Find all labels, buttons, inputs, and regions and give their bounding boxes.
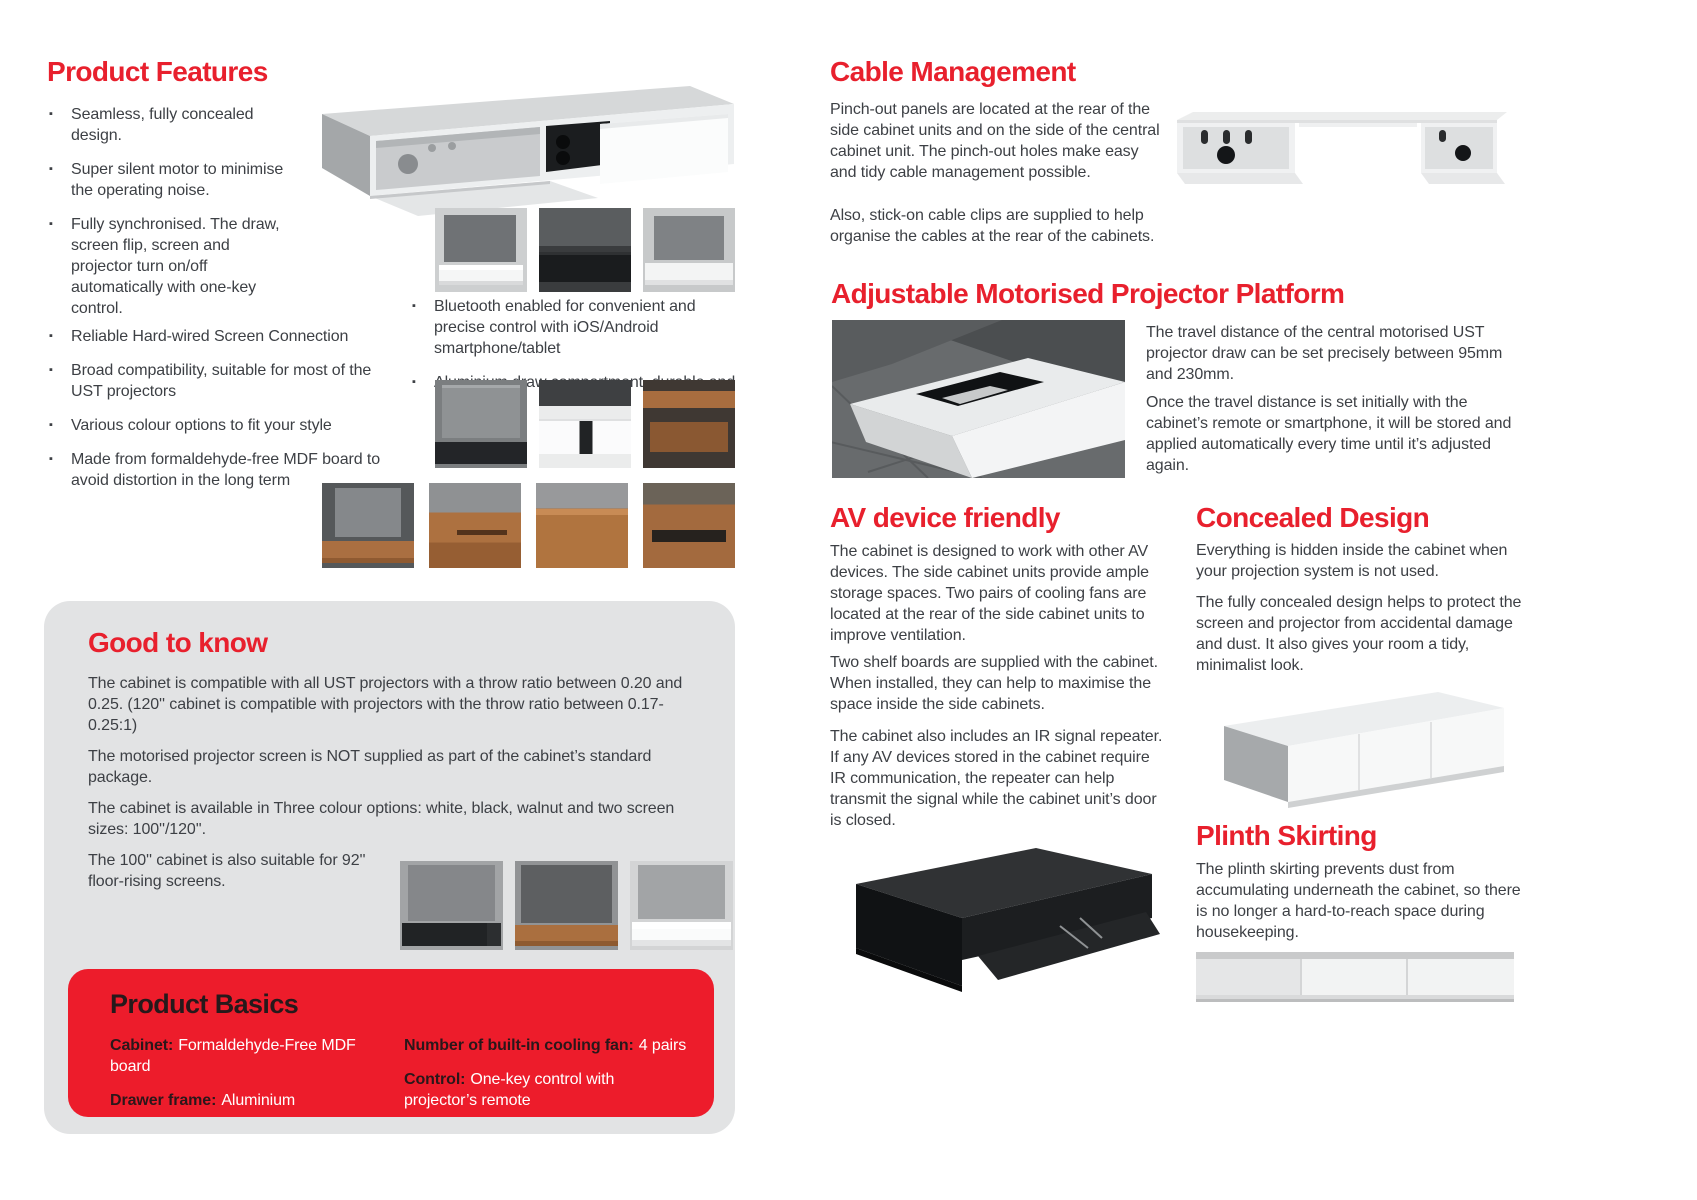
concealed-cabinet-image [1200,684,1515,809]
good-to-know-paragraph: The cabinet is available in Three colour options: white, black, walnut and two screen sizes: 100''/120''. [88,800,675,838]
plinth-skirting-title: Plinth Skirting [1196,820,1377,851]
spec-row: Control: One-key control with projector’s remote [404,1071,615,1109]
feature-bullet: ▪ Fully synchronised. The draw, screen flip, screen and projector turn on/off automatically with one-key control. [47,214,287,319]
thumbnail-image [322,483,414,568]
feature-bullet: ▪ draw [410,372,750,414]
thumbnail-image [400,861,503,950]
feature-bullet: ▪ Various colour options to fit your style [47,415,399,436]
thumbnail-image [435,380,527,468]
feature-bullet: ▪ Super silent motor to minimise the operating noise. [47,159,287,201]
thumbnail-image [515,861,618,950]
cable-management-paragraph-2: Also, stick-on cable clips are supplied to help organise the cables at the rear of the cabinets. [830,207,1155,245]
projector-platform-image [832,320,1125,478]
projector-platform-title: Adjustable Motorised Projector Platform [831,278,1345,309]
main-product-image [300,84,735,224]
product-basics-panel [68,969,714,1117]
spec-row: Drawer frame: Aluminium [110,1092,296,1109]
good-to-know-paragraphs [88,673,703,840]
spec-row: Number of built-in cooling fan: 4 pairs [404,1037,687,1054]
thumbnail-image [435,208,527,292]
feature-bullet: ▪ Made from formaldehyde-free MDF board to avoid distortion in the long term [47,449,399,491]
thumbnail-image [643,483,735,568]
av-device-friendly-title: AV device friendly [830,502,1060,533]
thumbnail-image [536,483,628,568]
thumbnail-image [630,861,733,950]
feature-bullet: ▪ Seamless, fully concealed design. [47,104,287,146]
black-cabinet-image [830,838,1160,998]
good-to-know-paragraph: The motorised projector screen is NOT supplied as part of the cabinet’s standard package. [88,748,652,786]
product-basics-specs-right [404,1035,689,1124]
product-features-list-secondary [47,326,399,504]
plinth-skirting-paragraph: The plinth skirting prevents dust from accumulating underneath the cabinet, so there is no longer a hard-to-reach space during housekeeping. [1196,861,1521,941]
projector-platform-paragraph-2: Once the travel distance is set initially with the cabinet’s remote or smartphone, it will be stored and applied automatically every time until it’s adjusted again. [1146,394,1512,474]
feature-bullet: ▪ Broad compatibility, suitable for most of the UST projectors [47,360,399,402]
good-to-know-title: Good to know [88,627,268,658]
spec-row: Cabinet: Formaldehyde-Free MDF board [110,1037,356,1075]
concealed-design-title: Concealed Design [1196,502,1430,533]
av-device-friendly-paragraph-2: Two shelf boards are supplied with the cabinet. When installed, they can help to maximise the space inside the side cabinets. [830,654,1158,713]
cable-management-paragraph-1: Pinch-out panels are located at the rear of the side cabinet units and on the side of the central cabinet unit. The pinch-out holes make easy and tidy cable management possible. [830,101,1160,181]
thumbnail-image [539,380,631,468]
product-features-title: Product Features [47,56,268,87]
concealed-design-paragraph-1: Everything is hidden inside the cabinet when your projection system is not used. [1196,542,1508,580]
thumbnail-image [643,208,735,292]
cable-management-image [1163,108,1511,193]
av-device-friendly-paragraph-3: The cabinet also includes an IR signal repeater. If any AV devices stored in the cabinet require IR communication, the repeater can help transmit the signal while the cabinet unit’s door is closed. [830,728,1163,829]
good-to-know-note: The 100'' cabinet is also suitable for 92'' floor-rising screens. [88,852,366,890]
thumbnail-image [643,380,735,468]
good-to-know-paragraph: The cabinet is compatible with all UST projectors with a throw ratio between 0.20 and 0.25. (120'' cabinet is compatible with projectors with the throw ratio between 0.17-0.25:1) [88,675,683,734]
concealed-design-paragraph-2: The fully concealed design helps to protect the screen and projector from accidental damage and dust. It also gives your room a tidy, minimalist look. [1196,594,1522,674]
thumbnail-image [429,483,521,568]
feature-bullet: ▪ Reliable Hard-wired Screen Connection [47,326,399,347]
projector-platform-paragraph-1: The travel distance of the central motorised UST projector draw can be set precisely between 95mm and 230mm. [1146,324,1503,383]
product-features-list-primary [47,104,287,332]
product-basics-title: Product Basics [110,989,299,1019]
av-device-friendly-paragraph-1: The cabinet is designed to work with other AV devices. The side cabinet units provide ample storage spaces. Two pairs of cooling fans are located at the rear of the side cabinet units to improve ventilation. [830,543,1149,644]
plinth-image [1196,952,1514,1004]
feature-bullet: ▪ Bluetooth enabled for convenient and precise control with iOS/Android smartphone/tablet [410,296,750,359]
thumbnail-image [539,208,631,292]
product-basics-specs-left [110,1035,400,1124]
cable-management-title: Cable Management [830,56,1076,87]
